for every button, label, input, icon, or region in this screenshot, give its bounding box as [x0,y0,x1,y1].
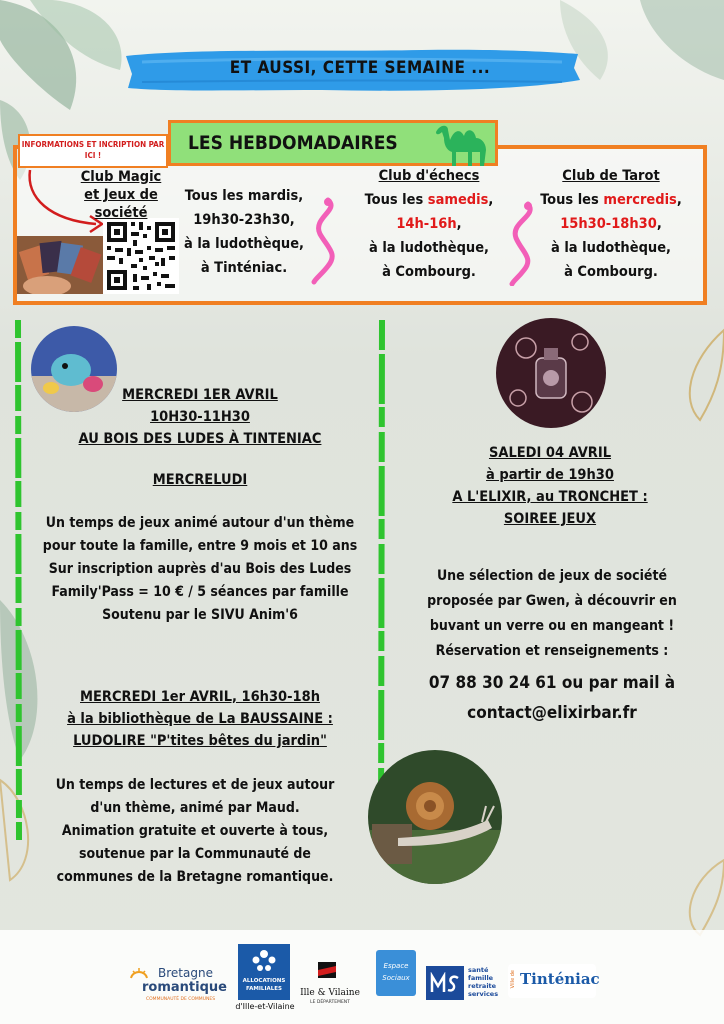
ille-vilaine-icon [316,960,338,980]
msa-line: services [468,990,499,998]
event2-body-line: soutenue par la Communauté de [79,846,311,862]
event2-line: LUDOLIRE "P'tites bêtes du jardin" [73,733,327,749]
event2-body-line: d'un thème, animé par Maud. [90,800,300,816]
event-ludolire-header [26,686,374,752]
echecs-club [352,164,506,284]
elixir-contact [400,668,704,728]
caf-figures-icon [250,948,278,974]
event1-body-line: Un temps de jeux animé autour d'un thème [45,515,355,531]
tarot-day: Tous les mercredis, [540,192,682,208]
echecs-day: Tous les samedis, [364,192,494,208]
elixir-line: SALEDI 04 AVRIL [488,445,612,461]
ille-line1: Ille & Vilaine [300,988,360,998]
info-tag [18,134,168,168]
tinteniac-name: Tinténiac [520,970,600,988]
msa-line: famille [468,974,494,982]
caf-sub: d'Ille-et-Vilaine [235,1002,295,1011]
event1-name: MERCRELUDI [152,472,248,488]
echecs-hours: 14h-16h, [396,216,462,232]
snake-divider-icon [306,196,340,286]
espace-line2: Sociaux [382,974,410,982]
event2-body-line: Animation gratuite et ouverte à tous, [61,823,329,839]
echecs-name: Club d'échecs [378,168,480,184]
elixir-phone[interactable]: 07 88 30 24 61 ou par mail à [428,673,676,693]
event1-body-line: Family'Pass = 10 € / 5 séances par famille [51,584,349,600]
banner-title: ET AUSSI, CETTE SEMAINE ... [229,58,491,78]
magic-line: Tous les mardis, [184,188,304,204]
magic-schedule [180,184,308,280]
logo-espace-sociaux [376,950,416,996]
magic-line: 19h30-23h30, [193,212,295,228]
event1-line: MERCREDI 1ER AVRIL [122,387,278,403]
magic-name-line2: et Jeux de société [84,187,158,221]
magic-name-line1: Club Magic [80,169,162,185]
msa-mark-icon [430,972,460,994]
elixir-email[interactable]: contact@elixirbar.fr [467,703,637,723]
tarot-city: à Combourg. [564,264,658,280]
echecs-place: à la ludothèque, [368,240,489,256]
elixir-body-line: buvant un verre ou en mangeant ! [429,618,675,634]
tarot-name: Club de Tarot [562,168,660,184]
elixir-line: A L'ELIXIR, au TRONCHET : [452,489,648,505]
msa-text [468,966,508,998]
event1-body [24,512,376,627]
elixir-line: à partir de 19h30 [486,467,614,483]
msa-line: santé [468,966,489,974]
weekly-title: LES HEBDOMADAIRES [188,132,398,154]
event2-line: MERCREDI 1er AVRIL, 16h30-18h [80,689,320,705]
event1-body-line: Sur inscription auprès d'au Bois des Ludes [48,561,352,577]
info-tag-text: INFORMATIONS ET INCRIPTION PAR ICI ! [21,140,165,160]
event2-body-line: communes de la Bretagne romantique. [56,869,334,885]
logo-tinteniac [508,964,600,998]
elixir-photo [496,318,606,428]
ille-sub: LE DÉPARTEMENT [310,1000,350,1005]
magic-cards-photo [17,236,105,294]
msa-line: retraite [468,982,497,990]
event2-body [40,774,350,889]
elixir-body [400,564,704,664]
caf-line2: FAMILIALES [246,986,282,992]
snail-photo [368,750,502,884]
center-green-stripe [376,320,388,840]
partner-logos [0,938,724,1024]
tarot-hours: 15h30-18h30, [560,216,662,232]
bretagne-line2: romantique [142,980,227,995]
event1-line: AU BOIS DES LUDES À TINTENIAC [78,431,322,447]
event2-body-line: Un temps de lectures et de jeux autour [55,777,335,793]
event-elixir-header [400,442,700,530]
camel-icon [432,118,494,168]
bretagne-sub: COMMUNAUTÉ DE COMMUNES [146,997,216,1002]
tarot-club [530,164,692,284]
elixir-body-line: proposée par Gwen, à découvrir en [427,593,677,609]
espace-line1: Espace [383,962,409,970]
elixir-line: SOIREE JEUX [503,511,597,527]
tarot-place: à la ludothèque, [550,240,671,256]
event1-body-line: Soutenu par le SIVU Anim'6 [102,607,298,623]
event1-body-line: pour toute la famille, entre 9 mois et 10 ans [42,538,358,554]
elixir-body-line: Une sélection de jeux de société [436,568,668,584]
magic-line: à Tinténiac. [200,260,288,276]
elixir-body-line: Réservation et renseignements : [435,643,669,659]
event1-line: 10H30-11H30 [150,409,250,425]
sun-icon [130,966,148,980]
event-merceludi-header [30,384,370,450]
event2-line: à la bibliothèque de La BAUSSAINE : [67,711,333,727]
logo-caf [238,944,290,1000]
caf-line1: ALLOCATIONS [242,978,286,984]
echecs-city: à Combourg. [382,264,476,280]
bretagne-line1: Bretagne [158,966,213,980]
qr-code[interactable] [103,218,179,294]
magic-club-name [56,168,186,222]
logo-msa [426,966,464,1000]
magic-line: à la ludothèque, [183,236,304,252]
tinteniac-prefix: Ville de [510,970,516,989]
left-green-stripe [12,320,24,840]
